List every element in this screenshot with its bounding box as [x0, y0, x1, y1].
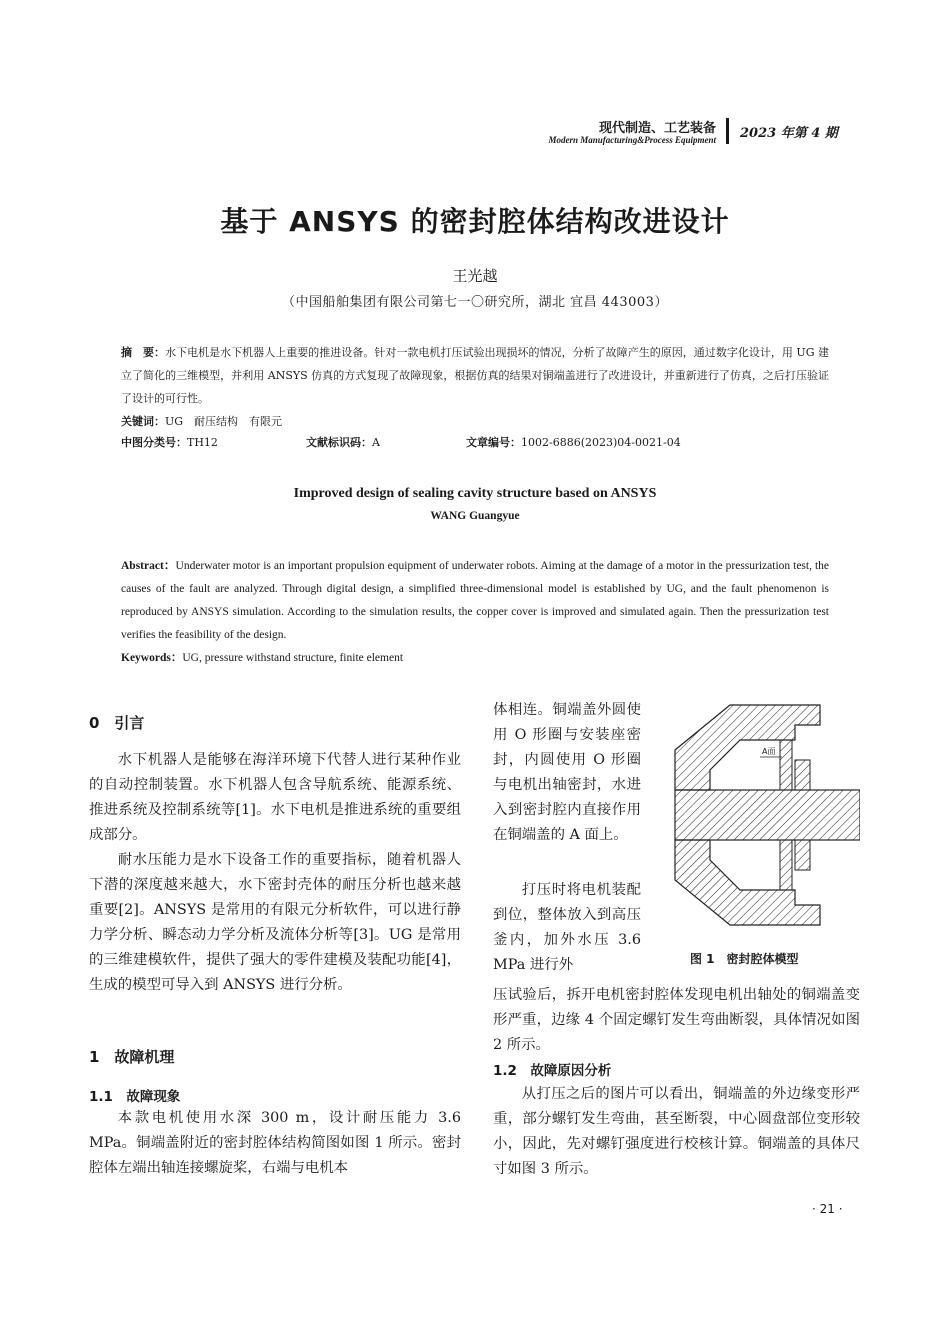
subsection-heading-1-1: 1.1 故障现象	[89, 1089, 181, 1105]
intro-paragraph-1: 水下机器人是能够在海洋环境下代替人进行某种作业的自动控制装置。水下机器人包含导航系统、能源系统、推进系统及控制系统等[1]。水下电机是推进系统的重要组成部分。	[89, 752, 461, 843]
intro-paragraphs	[89, 748, 461, 998]
keywords-en	[121, 649, 403, 665]
clc-number	[121, 434, 218, 450]
doc-code-label: 文献标识码：	[306, 436, 372, 449]
abstract-en-label: Abstract：	[121, 560, 176, 572]
cause-paragraph-1: 从打压之后的图片可以看出，铜端盖的外边缘变形严重，部分螺钉发生弯曲，甚至断裂，中心圆盘部位变形较小，因此，先对螺钉强度进行校核计算。铜端盖的具体尺寸如图 3 所示。	[493, 1086, 860, 1177]
page-number: · 21 ·	[812, 1202, 843, 1216]
abstract-cn	[121, 341, 829, 410]
keywords-cn	[121, 410, 829, 433]
header-divider	[726, 118, 729, 144]
figure-1-seal-cavity-drawing	[670, 700, 860, 930]
article-number	[466, 434, 681, 450]
pressure-paragraph-start: 打压时将电机装配到位，整体放入到高压釜内，加外水压 3.6 MPa 进行外	[493, 882, 641, 973]
pressure-paragraph	[493, 878, 641, 978]
cover-upper	[780, 740, 792, 790]
subsection-heading-1-2: 1.2 故障原因分析	[493, 1063, 612, 1079]
figure-1-caption: 图 1 密封腔体模型	[690, 952, 799, 966]
journal-name-cn: 现代制造、工艺装备	[598, 121, 716, 136]
abstract-cn-label: 摘 要：	[121, 346, 166, 359]
abstract-cn-text: 水下电机是水下机器人上重要的推进设备。针对一款电机打压试验出现损坏的情况，分析了故障产生的原因，通过数字化设计，用 UG 建立了简化的三维模型，并利用 ANSYS 仿真的方式复现了故障现象，根据仿真的结果对铜端盖进行了改进设计，并重新进行了仿真，之后打压验证了设计的可行性。	[121, 346, 830, 405]
keywords-cn-label: 关键词：	[121, 415, 165, 428]
pressure-paragraph-cont-block	[493, 983, 860, 1058]
intro-paragraph-2: 耐水压能力是水下设备工作的重要指标，随着机器人下潜的深度越来越大，水下密封壳体的耐压分析也越来越重要[2]。ANSYS 是常用的有限元分析软件，可以进行静力学分析、瞬态动力学分析及流体分析等[3]。UG 是常用的三维建模软件，提供了强大的零件建模及装配功能[4]，生成的模型可导入到 ANSYS 进行分析。	[89, 852, 461, 993]
cover-lower	[780, 840, 792, 890]
issue-label: 2023 年第 4 期	[740, 126, 838, 141]
fault-paragraph-1-cont: 体相连。铜端盖外圆使用 O 形圈与安装座密封，内圆使用 O 形圈与电机出轴密封，水进入到密封腔内直接作用在铜端盖的 A 面上。	[493, 702, 641, 843]
abstract-en-text: Underwater motor is an important propulsion equipment of underwater robots. Aiming at the damage of a motor in the pressurization test, the causes of the fault are analyzed. Through digital design, a simplified three-dimensional model is established by UG, and the fault phenomenon is reproduced by ANSYS simulation. According to the simulation results, the copper cover is improved and simulated again. Then the pressurization test verifies the feasibility of the design.	[121, 560, 829, 641]
fault-paragraph-cont	[493, 698, 641, 848]
section-heading-intro: 0 引言	[89, 714, 145, 732]
paper-title: 基于 ANSYS 的密封腔体结构改进设计	[220, 205, 730, 238]
cover-flange-upper	[795, 760, 810, 790]
fault-paragraph-1: 本款电机使用水深 300 m，设计耐压能力 3.6 MPa。铜端盖附近的密封腔体结构简图如图 1 所示。密封腔体左端出轴连接螺旋桨，右端与电机本	[89, 1110, 461, 1176]
keywords-en-text: UG, pressure withstand structure, finite element	[182, 652, 404, 664]
clc-label: 中图分类号：	[121, 436, 187, 449]
abstract-en	[121, 555, 829, 647]
affiliation: （中国船舶集团有限公司第七一〇研究所，湖北 宜昌 443003）	[282, 295, 668, 310]
cover-flange-lower	[795, 840, 810, 870]
cause-paragraph	[493, 1082, 860, 1182]
clc-value: TH12	[187, 436, 218, 449]
article-number-value: 1002-6886(2023)04-0021-04	[521, 436, 681, 449]
article-number-label: 文章编号：	[466, 436, 521, 449]
document-code	[306, 434, 380, 450]
paper-title-en: Improved design of sealing cavity structure based on ANSYS	[293, 486, 657, 501]
keywords-cn-text: UG 耐压结构 有限元	[165, 415, 283, 428]
pressure-paragraph-cont: 压试验后，拆开电机密封腔体发现电机出轴处的铜端盖变形严重，边缘 4 个固定螺钉发生弯曲断裂，具体情况如图 2 所示。	[493, 987, 860, 1053]
doc-code-value: A	[372, 436, 380, 449]
author-en: WANG Guangyue	[430, 510, 520, 522]
author: 王光越	[452, 267, 498, 285]
journal-name-en: Modern Manufacturing&Process Equipment	[548, 135, 716, 145]
motor-shaft	[675, 790, 860, 840]
a-face-label: A面	[762, 747, 776, 756]
fault-paragraph	[89, 1106, 461, 1181]
keywords-en-label: Keywords：	[121, 652, 183, 664]
section-heading-fault: 1 故障机理	[89, 1048, 175, 1066]
